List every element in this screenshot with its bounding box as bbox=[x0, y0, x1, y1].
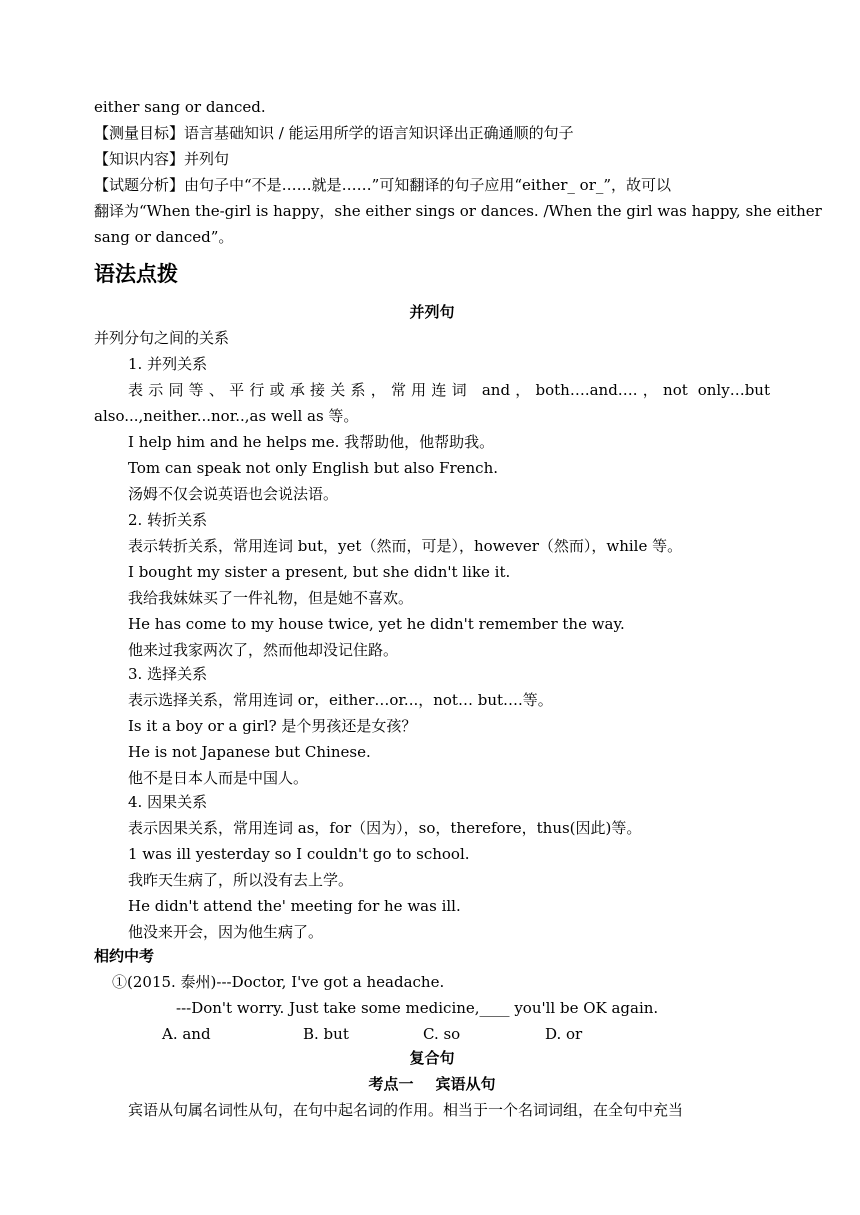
complex-paragraph: 宾语从句属名词性从句，在句中起名词的作用。相当于一个名词词组，在全句中充当 bbox=[128, 1101, 684, 1119]
analysis-line-3: sang or danced”。 bbox=[94, 228, 234, 246]
item-4-desc: 表示因果关系，常用连词 as，for（因为），so，therefore，thus(因此)等。 bbox=[128, 819, 642, 837]
analysis-line-2: 翻译为“When the-girl is happy，she either sings or dances. /When the girl was happy, she either bbox=[94, 202, 822, 220]
item-3-example: He is not Japanese but Chinese. bbox=[128, 743, 371, 761]
exam-options bbox=[162, 1021, 838, 1047]
item-1-example: 汤姆不仅会说英语也会说法语。 bbox=[128, 485, 339, 503]
item-3-heading: 3. 选择关系 bbox=[128, 665, 208, 683]
item-2-heading: 2. 转折关系 bbox=[128, 511, 208, 529]
item-1-desc-1: 表示同等、平行或承接关系，常用连词 and，both….and….，not only…but bbox=[128, 381, 770, 399]
item-2-example: 他来过我家两次了，然而他却没记住路。 bbox=[128, 641, 399, 659]
item-1-example: I help him and he helps me. 我帮助他，他帮助我。 bbox=[128, 433, 495, 451]
section-title: 并列句 bbox=[409, 303, 455, 321]
kaodian-name: 宾语从句 bbox=[435, 1075, 496, 1093]
option-a: A. and bbox=[162, 1025, 211, 1043]
intro-line-0: either sang or danced. bbox=[94, 98, 266, 116]
item-2-example: 我给我妹妹买了一件礼物，但是她不喜欢。 bbox=[128, 589, 414, 607]
item-3-desc: 表示选择关系，常用连词 or，either…or...，not… but….等。 bbox=[128, 691, 553, 709]
item-4-example: 我昨天生病了，所以没有去上学。 bbox=[128, 871, 354, 889]
option-b: B. but bbox=[303, 1025, 349, 1043]
item-4-example: He didn't attend the' meeting for he was ill. bbox=[128, 897, 461, 915]
item-2-example: He has come to my house twice, yet he didn't remember the way. bbox=[128, 615, 625, 633]
section-heading: 语法点拨 bbox=[94, 262, 178, 286]
option-c: C. so bbox=[423, 1025, 461, 1043]
item-2-example: I bought my sister a present, but she didn't like it. bbox=[128, 563, 511, 581]
complex-title: 复合句 bbox=[409, 1049, 455, 1067]
knowledge-content: 【知识内容】并列句 bbox=[94, 150, 230, 168]
item-4-heading: 4. 因果关系 bbox=[128, 793, 208, 811]
analysis-line-1: 【试题分析】由句子中“不是……就是……”可知翻译的句子应用“either_ or_”，故可以 bbox=[94, 176, 672, 194]
kaodian-title bbox=[94, 1071, 770, 1097]
kaodian-label: 考点一 bbox=[368, 1075, 414, 1093]
item-1-heading: 1. 并列关系 bbox=[128, 355, 208, 373]
item-3-example: Is it a boy or a girl? 是个男孩还是女孩？ bbox=[128, 717, 417, 735]
exam-heading: 相约中考 bbox=[94, 947, 155, 965]
section-subtitle: 并列分句之间的关系 bbox=[94, 329, 230, 347]
item-1-example: Tom can speak not only English but also French. bbox=[128, 459, 499, 477]
exam-question-reply: ---Don't worry. Just take some medicine,____ you'll be OK again. bbox=[176, 999, 659, 1017]
measure-goal: 【测量目标】语言基础知识 / 能运用所学的语言知识译出正确通顺的句子 bbox=[94, 124, 574, 142]
item-4-example: 他没来开会，因为他生病了。 bbox=[128, 923, 324, 941]
item-2-desc: 表示转折关系，常用连词 but，yet（然而，可是），however（然而），while 等。 bbox=[128, 537, 683, 555]
item-1-desc-2: also...,neither...nor..,as well as 等。 bbox=[94, 407, 359, 425]
option-d: D. or bbox=[545, 1025, 583, 1043]
item-3-example: 他不是日本人而是中国人。 bbox=[128, 769, 309, 787]
exam-question: ①(2015. 泰州)---Doctor, I've got a headache. bbox=[112, 973, 445, 991]
item-4-example: 1 was ill yesterday so I couldn't go to school. bbox=[128, 845, 470, 863]
